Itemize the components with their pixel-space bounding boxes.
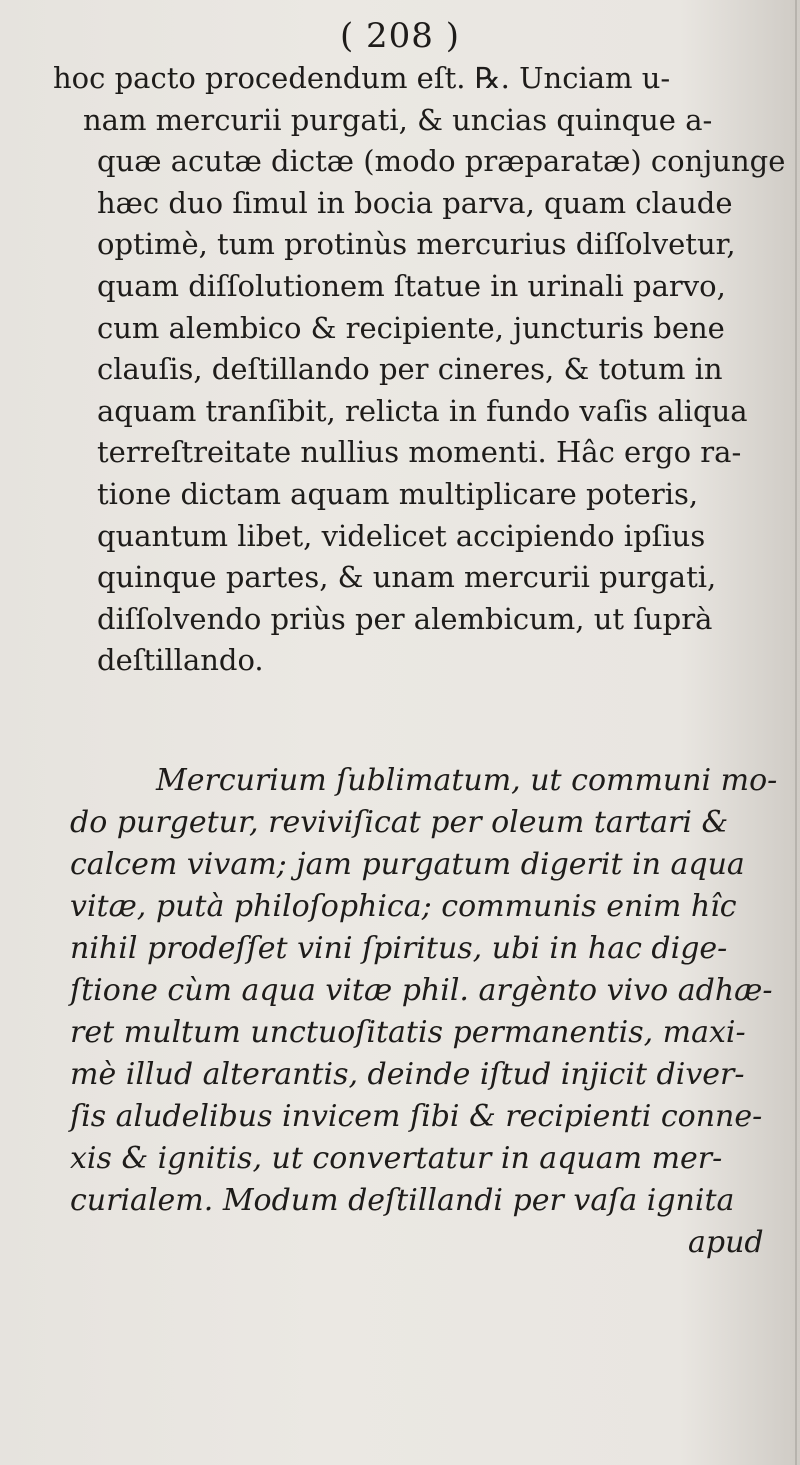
catchword: apud	[688, 1225, 764, 1260]
text-line: mè illud alterantis, deinde iſtud injicit diver-	[70, 1057, 745, 1092]
text-line: curialem. Modum deſtillandi per vaſa ignita	[70, 1183, 735, 1218]
text-line: diſſolvendo priùs per alembicum, ut ſuprà	[97, 601, 713, 636]
text-line: quæ acutæ dictæ (modo præparatæ) conjunge	[97, 144, 786, 179]
text-line: quinque partes, & unam mercurii purgati,	[97, 560, 717, 595]
text-line: quantum libet, videlicet accipiendo ipſius	[97, 518, 706, 553]
text-line: optimè, tum protinùs mercurius diſſolvetur,	[97, 227, 736, 262]
text-line: deſtillando.	[97, 643, 264, 678]
text-line: tione dictam aquam multiplicare poteris,	[97, 476, 699, 511]
text-line: xis & ignitis, ut convertatur in aquam mer-	[70, 1141, 723, 1176]
text-line: hoc pacto procedendum eſt. ℞. Unciam u-	[53, 61, 671, 95]
text-line: calcem vivam; jam purgatum digerit in aqua	[70, 847, 745, 882]
paragraph-mercury-italic	[60, 760, 788, 1264]
text-line: quam diſſolutionem ſtatue in urinali parvo,	[97, 268, 726, 303]
text-line: ſtione cùm aqua vitæ phil. argènto vivo adhæ-	[70, 973, 773, 1008]
text-line: ſis aludelibus invicem ſibi & recipienti conne-	[70, 1099, 763, 1134]
paragraph-recipe	[53, 58, 788, 682]
text-line: Mercurium ſublimatum, ut communi mo-	[156, 763, 778, 798]
text-line: hæc duo ſimul in bocia parva, quam claude	[97, 185, 733, 220]
page-number: ( 208 )	[339, 16, 461, 56]
text-line: aquam tranſibit, relicta in fundo vaſis aliqua	[97, 393, 748, 428]
text-line: vitæ, putà philoſophica; communis enim hîc	[70, 889, 737, 924]
text-line: nihil prodeſſet vini ſpiritus, ubi in hac dige-	[70, 931, 728, 966]
text-line: nam mercurii purgati, & uncias quinque a-	[83, 102, 713, 137]
text-line: do purgetur, reviviſicat per oleum tartari &	[70, 805, 729, 840]
text-line: ret multum unctuoſitatis permanentis, maxi-	[70, 1015, 746, 1050]
page-edge	[795, 0, 797, 1465]
text-line: cum alembico & recipiente, juncturis bene	[97, 310, 725, 345]
text-line: clauſis, deſtillando per cineres, & totum in	[97, 352, 723, 387]
text-line: terreſtreitate nullius momenti. Hâc ergo ra-	[97, 435, 742, 470]
